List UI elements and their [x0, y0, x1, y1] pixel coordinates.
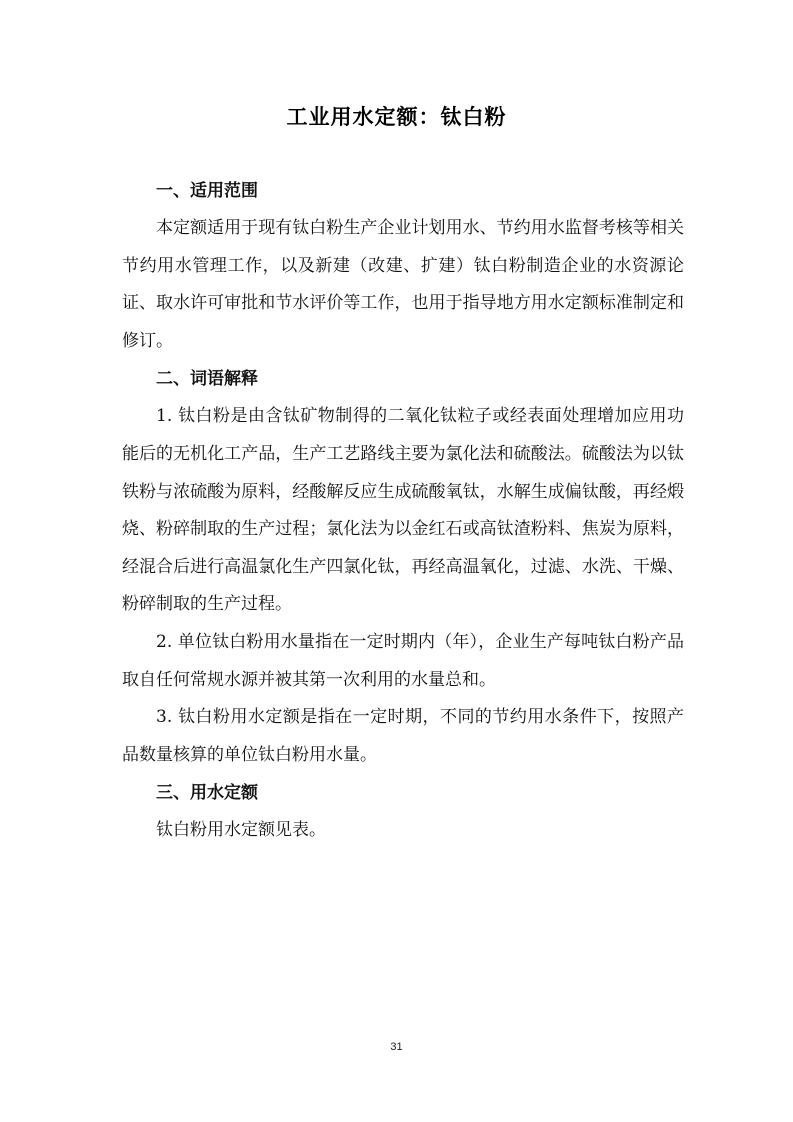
- document-title: 工业用水定额：钛白粉: [286, 105, 507, 129]
- term-definition-3: 3. 钛白粉用水定额是指在一定时期，不同的节约用水条件下，按照产品数量核算的单位钛白粉用水量。: [122, 707, 684, 765]
- section-heading-quota: 三、用水定额: [156, 783, 258, 804]
- quota-paragraph: 钛白粉用水定额见表。: [156, 820, 326, 841]
- section-heading-terms: 二、词语解释: [156, 369, 258, 390]
- section-heading-scope: 一、适用范围: [156, 181, 258, 201]
- scope-paragraph: 本定额适用于现有钛白粉生产企业计划用水、节约用水监督考核等相关节约用水管理工作，以及新建（改建、扩建）钛白粉制造企业的水资源论证、取水许可审批和节水评价等工作，也用于指导地方用水定额标准制定和修订。: [122, 218, 684, 351]
- term-definition-2: 2. 单位钛白粉用水量指在一定时期内（年），企业生产每吨钛白粉产品取自任何常规水源并被其第一次利用的水量总和。: [122, 631, 684, 690]
- term-definition-1: 1. 钛白粉是由含钛矿物制得的二氧化钛粒子或经表面处理增加应用功能后的无机化工产品，生产工艺路线主要为氯化法和硫酸法。硫酸法为以钛铁粉与浓硫酸为原料，经酸解反应生成硫酸氧钛，水解生成偏钛酸，再经煅烧、粉碎制取的生产过程；氯化法为以金红石或高钛渣粉料、焦炭为原料，经混合后进行高温氯化生产四氯化钛，再经高温氧化，过滤、水洗、干燥、粉碎制取的生产过程。: [122, 406, 684, 615]
- page-number: 31: [390, 1041, 403, 1053]
- document-body: [122, 172, 684, 850]
